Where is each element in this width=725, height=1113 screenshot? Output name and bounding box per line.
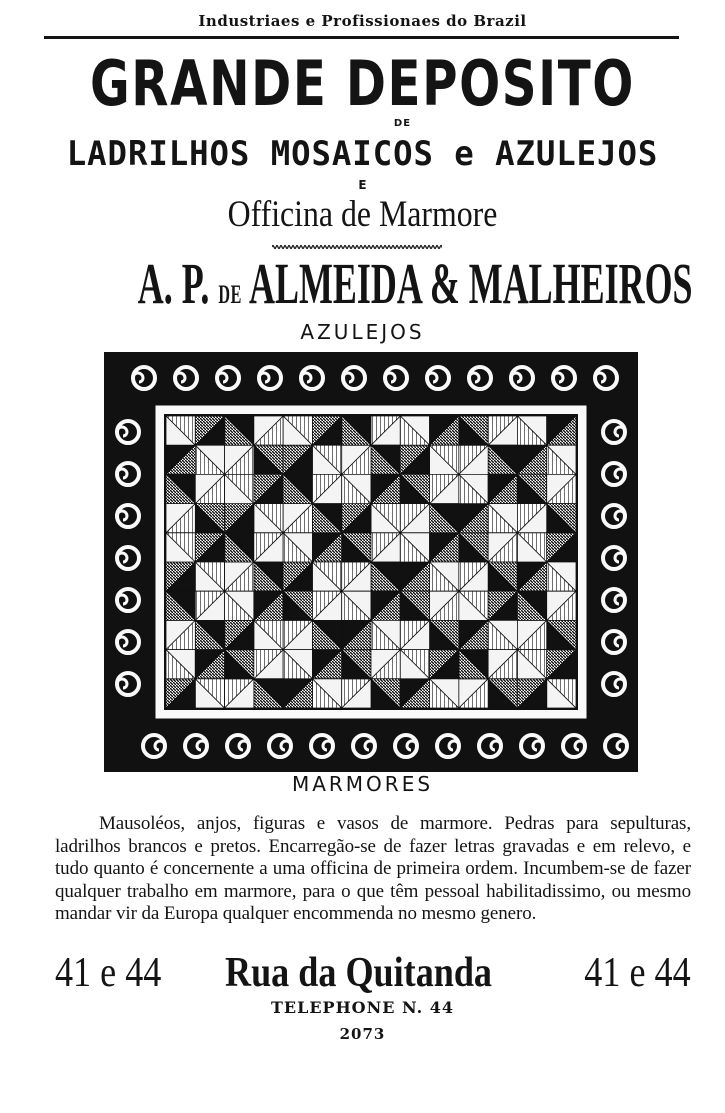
firm-connector-de: DE [218, 280, 242, 309]
telephone-number: TELEPHONE N. 44 [270, 998, 455, 1017]
address-numbers-left: 41 e 44 [55, 950, 162, 996]
ad-number: 2073 [339, 1025, 386, 1043]
ad-subtitle: LADRILHOS MOSAICOS e AZULEJOS [66, 134, 659, 174]
caption-marmores: MARMORES [291, 772, 434, 796]
tile-mosaic-illustration [104, 352, 638, 772]
officina-title: Officina de Marmore [227, 194, 498, 235]
firm-initials: A. P. [137, 251, 210, 316]
header-rule [44, 36, 679, 39]
body-paragraph: Mausoléos, anjos, figuras e vasos de marmore. Pedras para sepulturas, ladrilhos brancos e pretos. Encarregão-se de fazer letras gravadas e em relevo, e tudo quanto é concernente a uma officina de primeira ordem. Incumbem-se de fazer qualquer trabalho em marmore, para o que têm pessoal habilitadissimo, ou mesmo mandar vir da Europa qualquer encommenda no mesmo genero. [55, 813, 691, 924]
caption-azulejos: AZULEJOS [300, 320, 425, 344]
running-head: Industriaes e Profissionaes do Brazil [198, 12, 527, 30]
connector-de: DE [393, 118, 412, 129]
address-street: Rua da Quitanda [225, 950, 492, 996]
address-numbers-right: 41 e 44 [584, 950, 691, 996]
firm-partners: ALMEIDA & MALHEIROS [249, 251, 693, 316]
address-line [55, 948, 691, 998]
firm-name [137, 248, 693, 331]
ad-title: GRANDE DEPOSITO [90, 47, 635, 120]
connector-e: E [358, 178, 367, 192]
